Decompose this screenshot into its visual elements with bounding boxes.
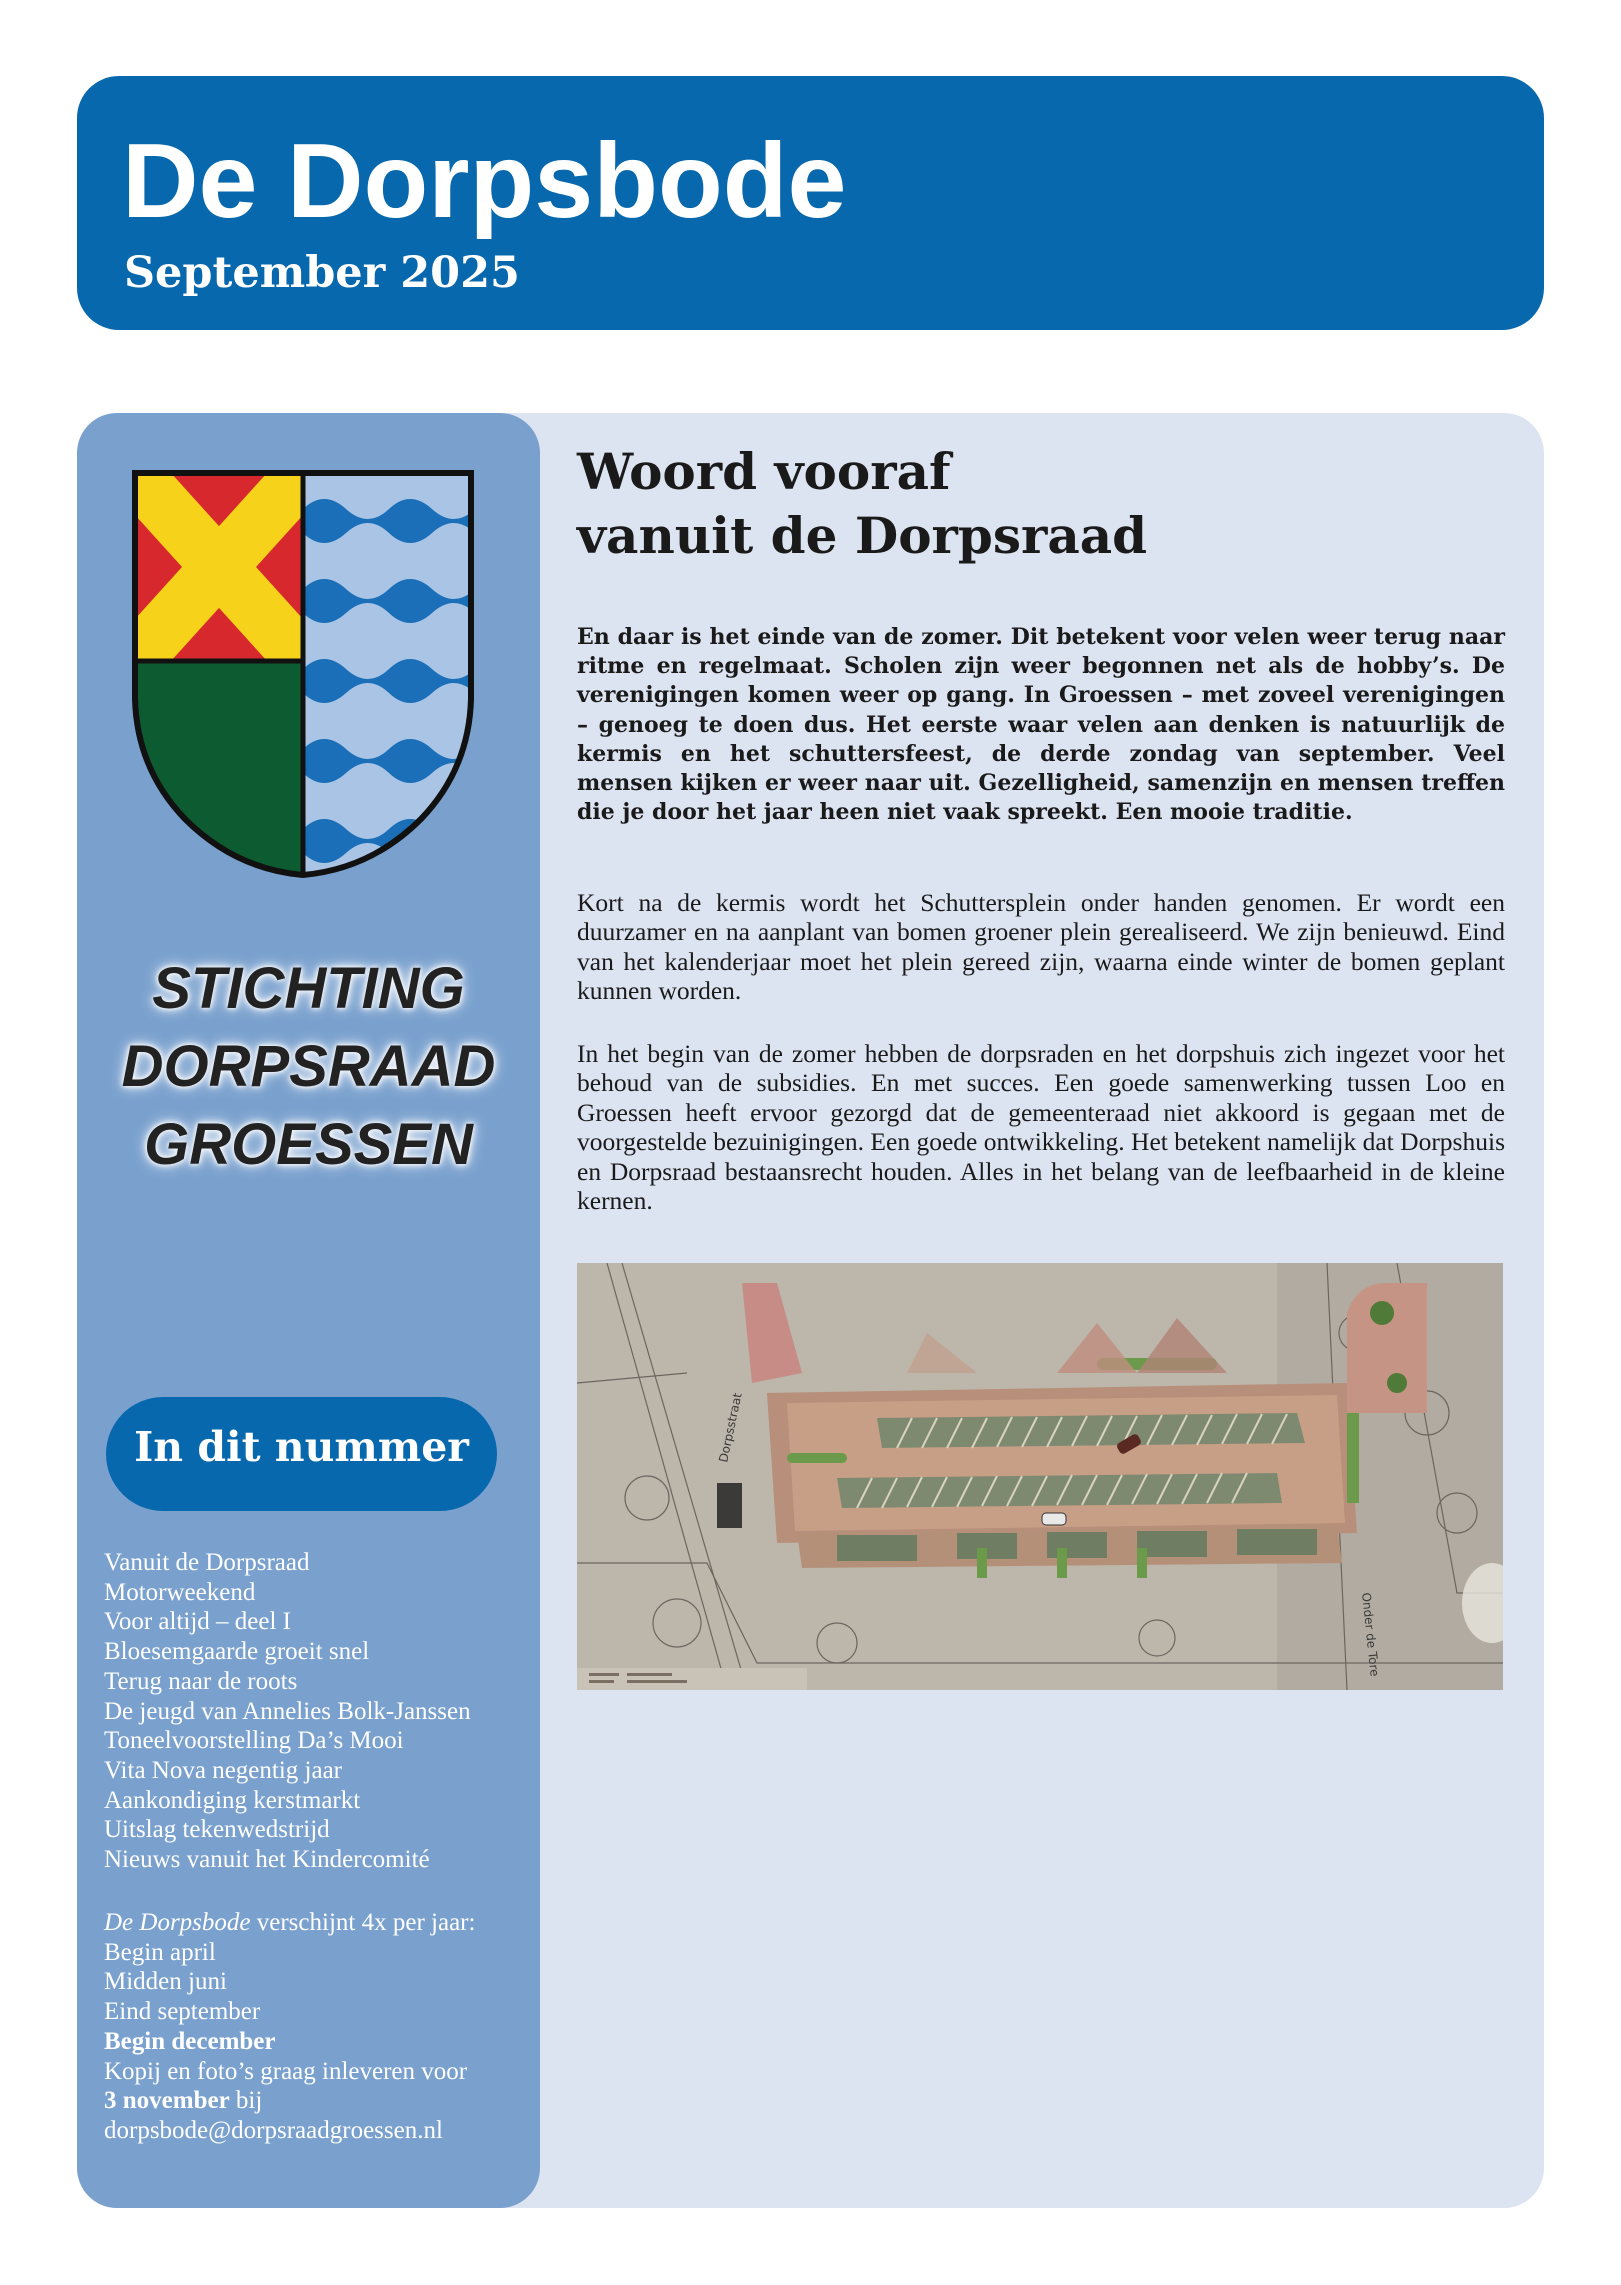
next-issue: Begin december	[104, 2027, 276, 2055]
contents-item[interactable]: Uitslag tekenwedstrijd	[104, 1816, 330, 1844]
contents-heading: In dit nummer	[134, 1423, 469, 1471]
contents-item[interactable]: Aankondiging kerstmarkt	[104, 1786, 361, 1814]
deadline-date: 3 november	[104, 2087, 230, 2115]
organisation-name-line: STICHTING	[152, 956, 465, 1021]
square-plan-photo	[577, 1263, 1503, 1690]
article-paragraph: Kort na de kermis wordt het Schuttersplein onder handen genomen. Er wordt een duurzamer en na aanplant van bomen groener plein gerealiseerd. We zijn benieuwd. Eind van het kalenderjaar moet het plein gereed zijn, waarna einde winter de bomen geplant kunnen worden.	[577, 888, 1505, 1006]
masthead-banner	[77, 76, 1544, 330]
deadline-suffix: bij	[229, 2087, 263, 2115]
issue-schedule-item: Begin april	[104, 1938, 216, 1966]
street-label: Onder de Tore	[1359, 1591, 1382, 1678]
contents-item[interactable]: Nieuws vanuit het Kindercomité	[104, 1846, 430, 1874]
contents-item[interactable]: Bloesemgaarde groeit snel	[104, 1638, 370, 1666]
deadline-line	[104, 2086, 534, 2116]
publication-info	[104, 1908, 534, 2146]
coat-of-arms-logo	[131, 469, 475, 879]
contents-item[interactable]: De jeugd van Annelies Bolk-Janssen	[104, 1697, 471, 1725]
contents-item[interactable]: Voor altijd – deel I	[104, 1608, 291, 1636]
table-of-contents	[104, 1548, 524, 1875]
issue-date: September 2025	[124, 248, 520, 298]
article-lead: En daar is het einde van de zomer. Dit betekent voor velen weer terug naar ritme en regelmaat. Scholen zijn weer begonnen net als de hobby’s. De verenigingen komen weer op gang. In Groessen – met zoveel verenigingen – genoeg te doen dus. Het eerste waar velen aan denken is natuurlijk de kermis en het schuttersfeest, de derde zondag van september. Veel mensen kijken er weer naar uit. Gezelligheid, samenzijn en mensen treffen die je door het jaar heen niet vaak spreekt. Een mooie traditie.	[577, 624, 1505, 826]
article-paragraph: In het begin van de zomer hebben de dorpsraden en het dorpshuis zich ingezet voor het behoud van de subsidies. En met succes. Een goede samenwerking tussen Loo en Groessen heeft ervoor gezorgd dat de gemeenteraad niet akkoord is gegaan met de voorgestelde bezuinigingen. Een goede ontwikkeling. Het betekent namelijk dat Dorpshuis en Dorpsraad bestaansrecht houden. Alles in het belang van de leefbaarheid in de kleine kernen.	[577, 1039, 1505, 1216]
newsletter-title: De Dorpsbode	[122, 122, 847, 240]
article-title-line: vanuit de Dorpsraad	[577, 506, 1148, 565]
contents-item[interactable]: Vita Nova negentig jaar	[104, 1756, 342, 1784]
contact-email-link[interactable]: dorpsbode@dorpsraadgroessen.nl	[104, 2116, 443, 2144]
organisation-name-line: DORPSRAAD	[121, 1034, 496, 1099]
organisation-name-line: GROESSEN	[144, 1112, 473, 1177]
frequency-text: verschijnt 4x per jaar:	[250, 1909, 476, 1936]
street-label: Dorpsstraat	[716, 1391, 745, 1464]
contents-item[interactable]: Terug naar de roots	[104, 1667, 298, 1695]
frequency-line	[104, 1908, 534, 1938]
contents-heading-pill	[106, 1397, 497, 1511]
publication-name: De Dorpsbode	[104, 1909, 251, 1936]
contents-item[interactable]: Motorweekend	[104, 1578, 256, 1606]
organisation-name	[77, 950, 540, 1184]
issue-schedule-item: Eind september	[104, 1998, 261, 2026]
article-title	[577, 440, 1147, 568]
contents-item[interactable]: Vanuit de Dorpsraad	[104, 1549, 310, 1576]
article-title-line: Woord vooraf	[577, 442, 951, 501]
contents-item[interactable]: Toneelvoorstelling Da’s Mooi	[104, 1727, 404, 1755]
deadline-prefix: Kopij en foto’s graag inleveren voor	[104, 2057, 468, 2085]
issue-schedule-item: Midden juni	[104, 1968, 227, 1996]
